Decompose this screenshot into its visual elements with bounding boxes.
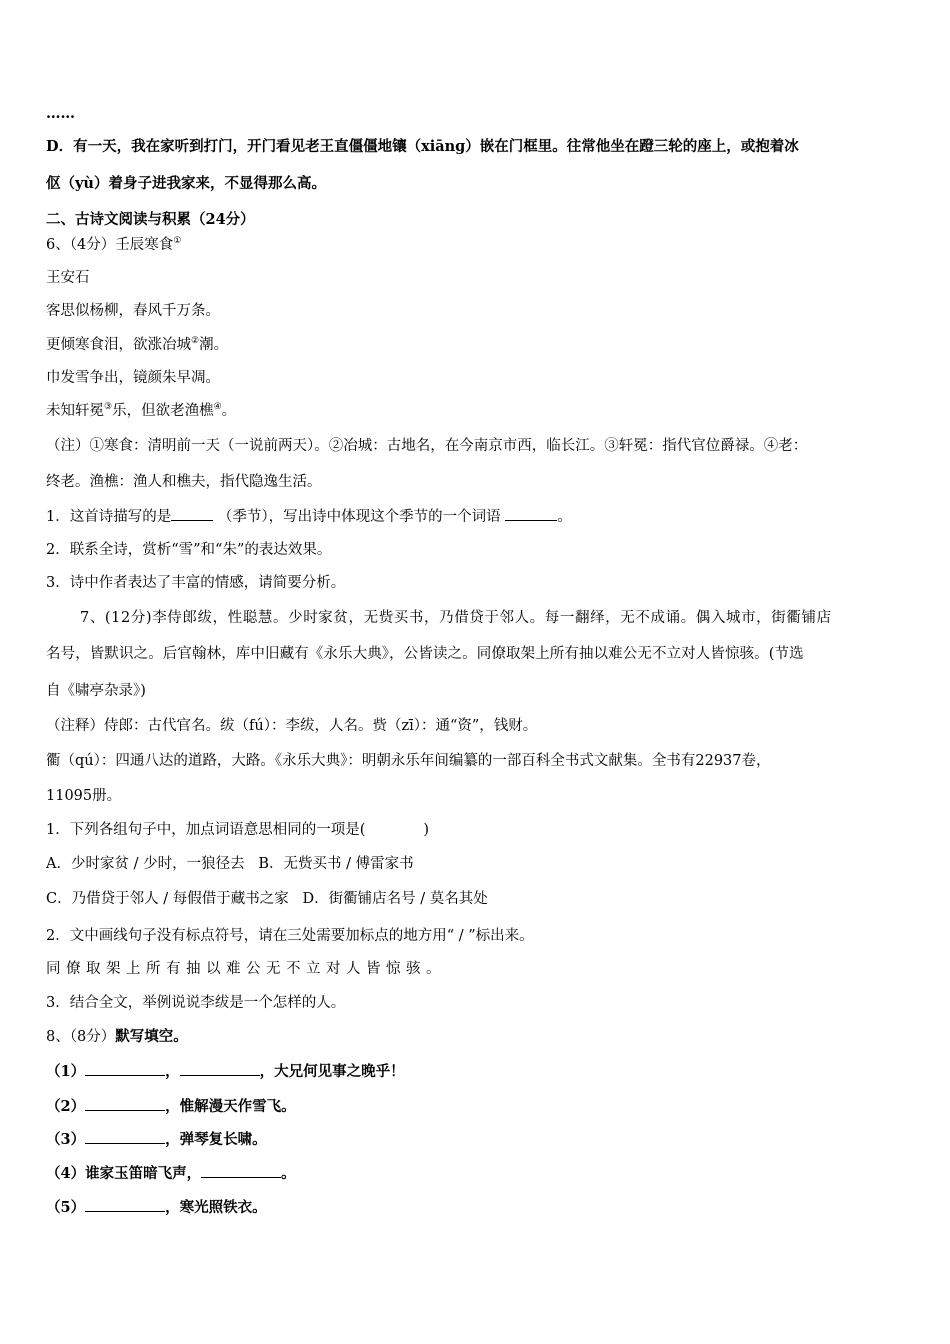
item-text: ， [165,1063,180,1080]
q7-text-line3: 自《啸亭杂录》) [46,683,146,699]
answer-blank[interactable] [85,1197,165,1212]
option-d-line2: 伛（yù）着身子进我家来，不显得那么高。 [46,175,326,192]
q7-options-ab [46,854,916,874]
answer-blank[interactable] [180,1061,260,1076]
q8-item-1 [46,1061,916,1082]
q7-underlined-sentence: 同僚取架上所有抽以难公无不立对人皆惊骇。 [46,961,446,977]
footnote-mark: ③ [104,402,113,413]
item-text: ，惟解漫天作雪飞。 [165,1098,296,1115]
poem-line-text: 未知轩冕 [46,403,104,419]
q8-number: 8、（8分） [46,1029,116,1045]
poem-line-3 [46,368,916,388]
item-text: ，寒光照铁衣。 [165,1199,267,1216]
q7-note-line3: 11095册。 [46,788,122,804]
q6-note-line2: 终老。渔樵：渔人和樵夫，指代隐逸生活。 [46,474,322,490]
q8-title: 默写填空。 [115,1028,188,1045]
option-b: B．无赀买书 / 傅雷家书 [258,856,414,872]
item-number: （5） [46,1199,86,1216]
q7-text-line2: 名号，皆默识之。后官翰林，库中旧藏有《永乐大典》，公皆读之。同僚取架上所有抽以难公无不立对人皆惊骇。(节选 [46,646,804,662]
answer-blank[interactable] [85,1061,165,1076]
q7-note-line1: （注释）侍郎：古代官名。绂（fú）：李绂，人名。赀（zī）：通“资”，钱财。 [46,718,538,734]
q8-item-5 [46,1197,916,1218]
item-text: 谁家玉笛暗飞声， [85,1165,202,1182]
answer-blank[interactable] [85,1129,165,1144]
q7-text-line1: 7、(12分)李侍郎绂，性聪慧。少时家贫，无赀买书，乃借贷于邻人。每一翻绎，无不成诵。偶入城市，街衢铺店 [80,610,832,626]
q6-note-line1: （注）①寒食：清明前一天（一说前两天）。②冶城：古地名，在今南京市西，临长江。③轩冕：指代官位爵禄。④老： [46,438,808,454]
answer-blank[interactable] [171,506,213,521]
q7-question-1: 1．下列各组句子中，加点词语意思相同的一项是( ) [46,822,430,838]
poem-line-2 [46,335,916,355]
footnote-mark: ④ [213,402,222,413]
q7-question-3: 3．结合全文，举例说说李绂是一个怎样的人。 [46,995,346,1011]
poem-author: 王安石 [46,270,90,286]
item-text: ，大兄何见事之晚乎！ [259,1063,405,1080]
q8-item-4 [46,1163,916,1184]
poem-line-text: 客思似杨柳，春风千万条。 [46,303,220,319]
item-number: （3） [46,1131,86,1148]
q6-question-2: 2．联系全诗，赏析“雪”和“朱”的表达效果。 [46,542,332,558]
q6-title-footnote-mark: ① [173,236,182,247]
q7-options-cd [46,889,916,909]
poem-line-1 [46,301,916,321]
q6-header [46,235,916,255]
poem-line-text: 更倾寒食泪，欲涨冶城 [46,337,191,353]
poem-line-text: 。 [221,403,237,419]
answer-blank[interactable] [505,506,557,521]
footnote-mark: ② [191,336,200,347]
option-c: C．乃借贷于邻人 / 每假借于藏书之家 [46,891,289,907]
poem-line-text: 乐，但欲老渔樵 [112,403,214,419]
option-d: D．街衢铺店名号 / 莫名其处 [302,891,488,907]
q8-item-2 [46,1096,916,1117]
q8-item-3 [46,1129,916,1150]
q6-question-1 [46,506,916,527]
answer-blank[interactable] [201,1163,281,1178]
item-number: （1） [46,1063,86,1080]
q7-question-2: 2．文中画线句子没有标点符号，请在三处需要加标点的地方用“ / ”标出来。 [46,928,534,944]
item-number: （4） [46,1165,86,1182]
option-a: A．少时家贫 / 少时，一狼径去 [46,856,245,872]
ellipsis: …… [46,105,75,122]
poem-line-text: 潮。 [199,337,229,353]
poem-line-text: 巾发雪争出，镜颜朱早凋。 [46,370,220,386]
answer-blank[interactable] [85,1096,165,1111]
poem-line-4 [46,401,916,421]
item-number: （2） [46,1098,86,1115]
q6-q1-text: （季节），写出诗中体现这个季节的一个词语 [217,509,501,525]
q8-header [46,1027,916,1047]
item-text: ，弹琴复长啸。 [165,1131,267,1148]
q6-q1-text: 1．这首诗描写的是 [46,509,172,525]
q6-q1-text: 。 [557,509,572,525]
option-d-line1: D．有一天，我在家听到打门，开门看见老王直僵僵地镶（xiānɡ）嵌在门框里。往常他坐在蹬三轮的座上，或抱着冰 [46,138,799,155]
item-text: 。 [281,1165,296,1182]
section-2-title: 二、古诗文阅读与积累（24分） [46,211,255,228]
q6-title: 6、（4分）壬辰寒食 [46,237,174,253]
q7-note-line2: 衢（qú）：四通八达的道路，大路。《永乐大典》：明朝永乐年间编纂的一部百科全书式文献集。全书有22937卷， [46,753,771,769]
q6-question-3: 3．诗中作者表达了丰富的情感，请简要分析。 [46,575,346,591]
